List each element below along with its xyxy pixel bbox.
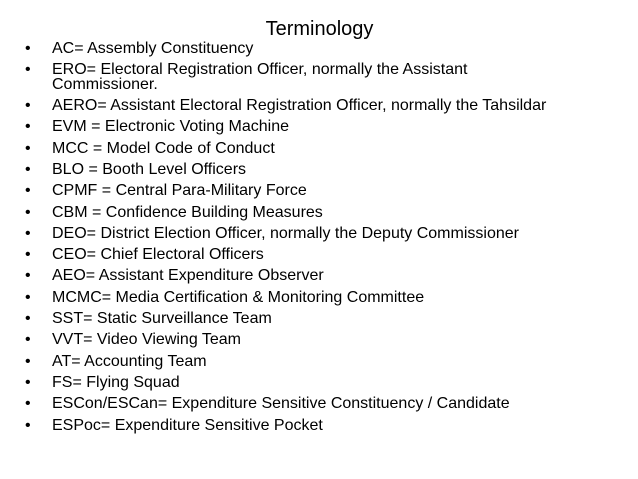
- list-item-text: AT= Accounting Team: [52, 352, 207, 370]
- list-item: [25, 42, 625, 57]
- list-item-text: CEO= Chief Electoral Officers: [52, 246, 264, 264]
- bullet-icon: •: [25, 267, 31, 285]
- bullet-icon: •: [25, 416, 31, 434]
- list-item-text: MCMC= Media Certification & Monitoring Committee: [52, 288, 425, 306]
- list-item-text: AC= Assembly Constituency: [52, 40, 254, 57]
- list-item: [25, 416, 625, 434]
- list-item-text: ESPoc= Expenditure Sensitive Pocket: [52, 416, 323, 434]
- list-item-text: ESCon/ESCan= Expenditure Sensitive Constituency / Candidate: [52, 395, 510, 413]
- list-item: [25, 352, 625, 370]
- list-item: [25, 139, 625, 157]
- list-item: [25, 333, 625, 348]
- bullet-icon: •: [25, 288, 31, 306]
- list-item: [25, 63, 522, 92]
- bullet-icon: •: [25, 224, 31, 242]
- terminology-list: [25, 42, 625, 440]
- list-item: [25, 312, 625, 327]
- bullet-icon: •: [25, 203, 31, 221]
- list-item: [25, 99, 625, 114]
- bullet-icon: •: [25, 246, 31, 264]
- list-item-text: ERO= Electoral Registration Officer, normally the Assistant Commissioner.: [52, 61, 468, 93]
- list-item-text: EVM = Electronic Voting Machine: [52, 118, 290, 136]
- list-item-text: FS= Flying Squad: [52, 373, 180, 391]
- bullet-icon: •: [25, 395, 31, 413]
- bullet-icon: •: [25, 118, 31, 136]
- list-item: [25, 373, 625, 391]
- list-item: [25, 248, 625, 263]
- list-item-text: AEO= Assistant Expenditure Observer: [52, 267, 324, 285]
- list-item-text: CBM = Confidence Building Measures: [52, 203, 323, 221]
- list-item-text: MCC = Model Code of Conduct: [52, 139, 275, 157]
- slide-title: Terminology: [265, 18, 374, 40]
- bullet-icon: •: [25, 373, 31, 391]
- list-item: [25, 160, 625, 178]
- list-item-text: DEO= District Election Officer, normally the Deputy Commissioner: [52, 224, 519, 242]
- list-item: [25, 224, 625, 242]
- list-item: [25, 120, 625, 135]
- bullet-icon: •: [25, 182, 31, 200]
- bullet-icon: •: [25, 310, 31, 328]
- list-item-text: AERO= Assistant Electoral Registration Officer, normally the Tahsildar: [52, 97, 547, 115]
- bullet-icon: •: [25, 61, 31, 79]
- list-item-text: VVT= Video Viewing Team: [52, 331, 242, 349]
- bullet-icon: •: [25, 97, 31, 115]
- list-item-text: CPMF = Central Para-Military Force: [52, 182, 307, 200]
- list-item: [25, 203, 625, 221]
- bullet-icon: •: [25, 139, 31, 157]
- bullet-icon: •: [25, 331, 31, 349]
- list-item: [25, 184, 625, 199]
- list-item: [25, 397, 625, 412]
- list-item-text: BLO = Booth Level Officers: [52, 160, 247, 178]
- list-item-text: SST= Static Surveillance Team: [52, 310, 272, 328]
- list-item: [25, 269, 625, 284]
- bullet-icon: •: [25, 352, 31, 370]
- bullet-icon: •: [25, 160, 31, 178]
- bullet-icon: •: [25, 40, 31, 57]
- list-item: [25, 288, 625, 306]
